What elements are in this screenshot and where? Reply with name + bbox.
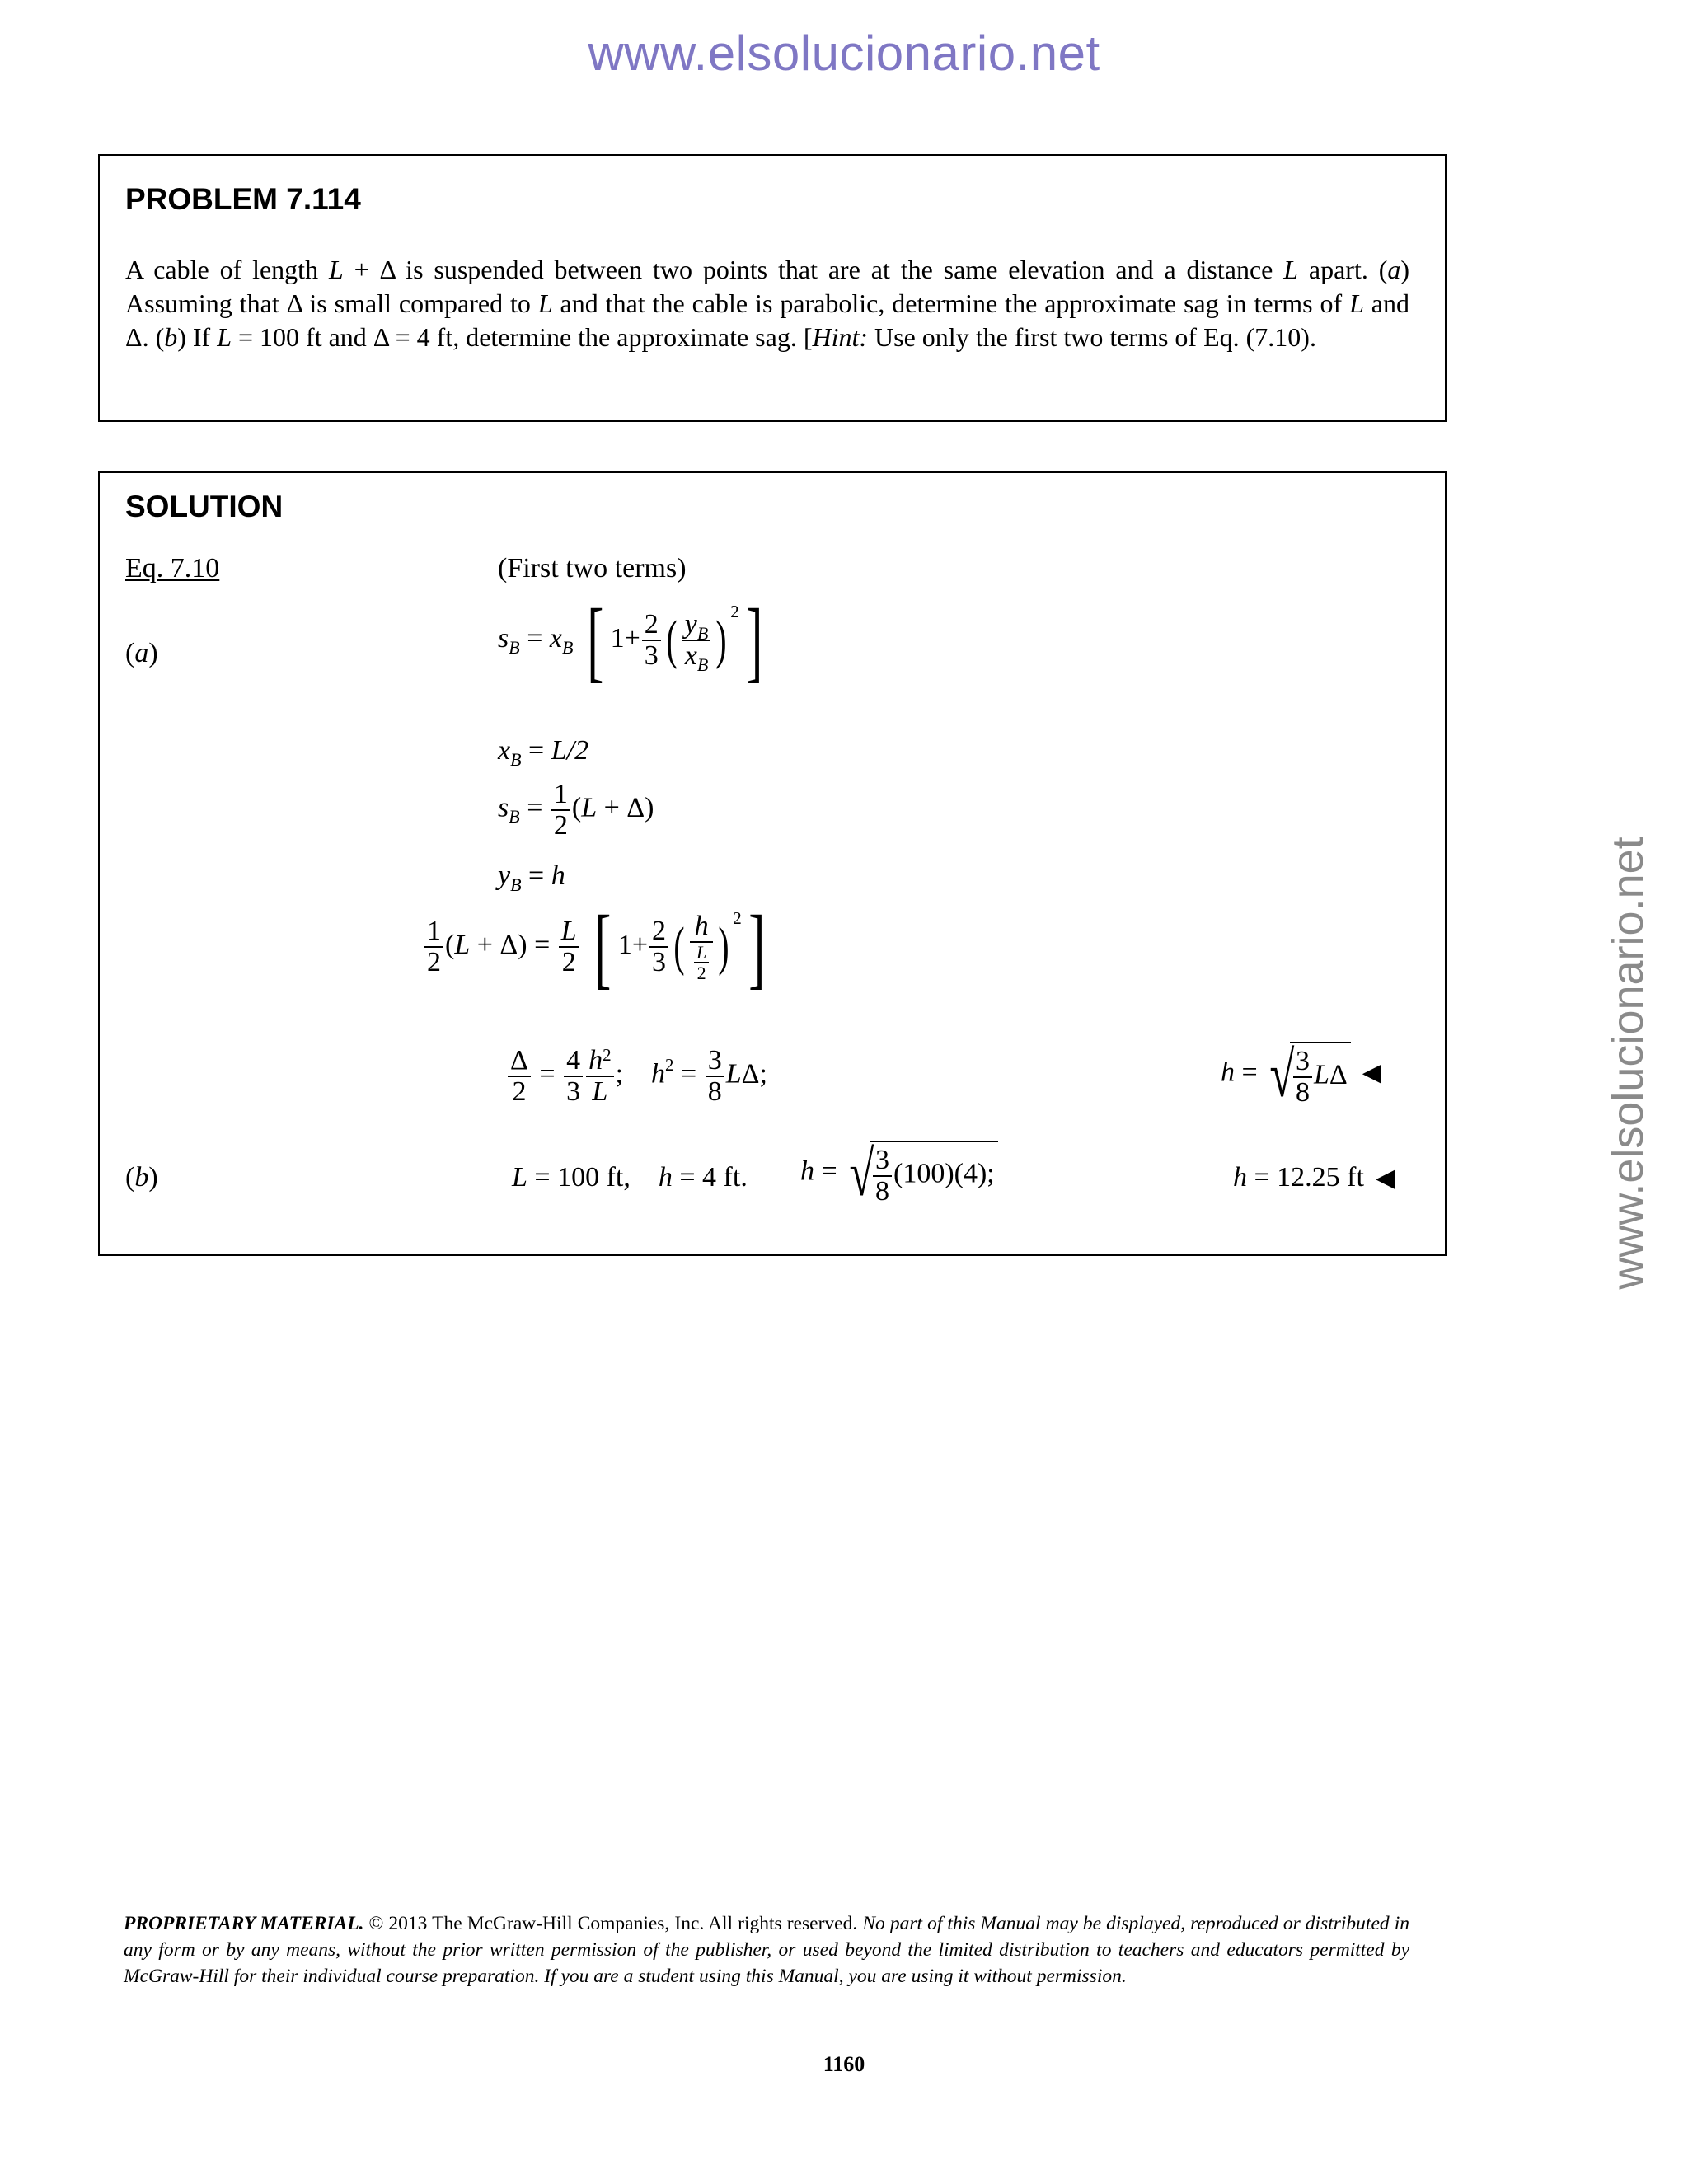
answer-b: h = 12.25 ft ◀	[1233, 1162, 1395, 1193]
part-b-label: (b)	[125, 1162, 158, 1193]
eq-substituted: $\frac{1}{2}$ (L + Δ) = $\frac{L}{2}$ [ 1+ $\frac{2}{3}$ ( $\frac{h}{\frac{L}{2}}$ ) $^2$]	[423, 902, 771, 992]
problem-box	[98, 154, 1447, 422]
eq-yb: $y_B = h$	[498, 860, 565, 895]
eq-sb: $s_B$ = $\frac{1}{2}$ (L + Δ)	[498, 779, 654, 841]
copyright-notice: PROPRIETARY MATERIAL. © 2013 The McGraw-Hill Companies, Inc. All rights reserved. No part of this Manual may be displayed, reproduced or distributed in any form or by any means, without the prior written permission of the publisher, or used beyond the limited distribution to teachers and educators permitted by McGraw-Hill for their individual course preparation. If you are a student using this Manual, you are using it without permission.	[124, 1913, 1409, 1987]
watermark-side: www.elsolucionario.net	[1603, 837, 1653, 1290]
answer-a-marker: ◀	[1362, 1058, 1381, 1088]
answer-b-marker: ◀	[1375, 1164, 1395, 1193]
eq-solve-h: $\frac{\Delta}{2}$ = $\frac{4}{3}$ $\frac{h^2}{L}$ ; $h^2$ = $\frac{3}{8}$ LΔ;	[506, 1046, 767, 1106]
eq-compute-h: h = √ $\frac{3}{8}$ (100)(4);	[800, 1141, 998, 1206]
eq-xb: $x_B = L/2$	[498, 735, 589, 770]
equation-note: (First two terms)	[498, 553, 687, 583]
part-a-label: (a)	[125, 638, 158, 668]
eq-given-values: L = 100 ft, h = 4 ft.	[512, 1162, 748, 1193]
solution-heading: SOLUTION	[125, 490, 284, 523]
solution-box	[98, 471, 1447, 1256]
eq-arc-length: $s_B = x_B$ [ 1+ $\frac{2}{3}$ ( $\frac{y_B}{x_B}$ ) $^2$]	[498, 590, 763, 691]
problem-statement: A cable of length L + Δ is suspended between two points that are at the same elevation and a distance L apart. (a) Assuming that Δ is small compared to L and that the cable is parabolic, determine the approximate sag in terms of L and Δ. (b) If L = 100 ft and Δ = 4 ft, determine the approximate sag. [Hint: Use only the first two terms of Eq. (7.10).	[125, 255, 1410, 352]
answer-a: h = √ $\frac{3}{8}$ LΔ ◀	[1221, 1038, 1381, 1110]
watermark-top: www.elsolucionario.net	[588, 26, 1100, 81]
page-number: 1160	[823, 2052, 865, 2076]
problem-heading: PROBLEM 7.114	[125, 182, 361, 216]
equation-reference: Eq. 7.10	[125, 553, 220, 583]
